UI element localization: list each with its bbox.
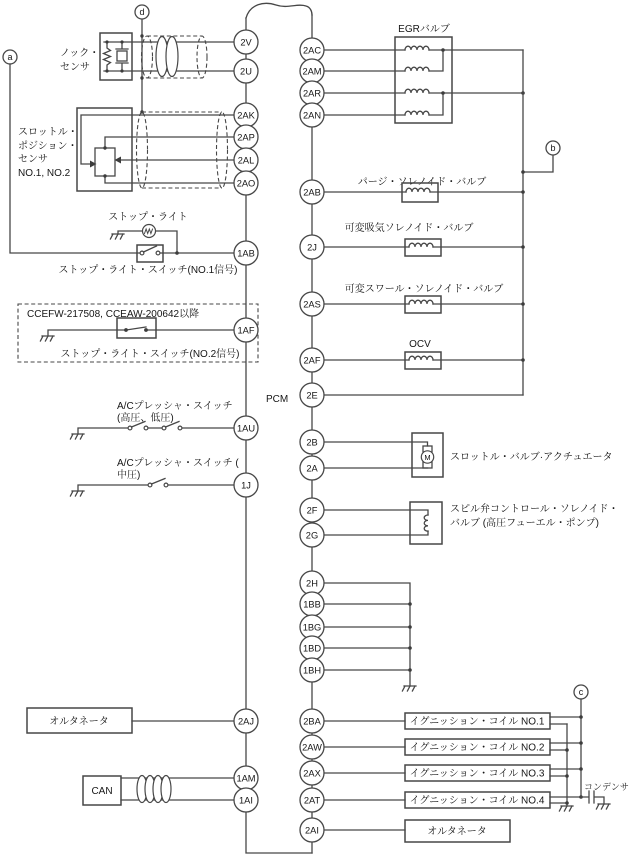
ignition-coil-no4-label: イグニッション・コイル NO.4 (409, 795, 545, 807)
ground-icon (40, 336, 54, 341)
junction-dot (175, 251, 179, 255)
terminal-2ab-label: 2AB (303, 187, 321, 198)
junction-dot (140, 34, 143, 37)
motor-letter: M (424, 452, 431, 462)
terminal-1ai-label: 1AI (239, 795, 253, 806)
switch-contact (178, 426, 182, 430)
shield-outline (142, 112, 222, 188)
junction-dot (140, 76, 143, 79)
terminal-2ak-label: 2AK (237, 110, 255, 121)
terminal-2u-label: 2U (240, 66, 252, 77)
stop-light-label: ストップ・ライト (108, 212, 188, 223)
terminal-2h-label: 2H (306, 578, 318, 589)
knock-sensor (60, 33, 234, 80)
can-label: CAN (91, 786, 113, 797)
junction-dot (565, 748, 569, 752)
wire (78, 428, 234, 434)
ac-pressure-switch-high-low (70, 400, 234, 439)
terminal-1bb-label: 1BB (303, 599, 321, 610)
wire (523, 155, 553, 172)
junction-dot (565, 801, 569, 805)
terminal-1bh-label: 1BH (302, 665, 322, 676)
spill-box (410, 502, 442, 544)
egr-valve (324, 23, 525, 123)
coil-icon (409, 356, 433, 360)
terminal-2ao-label: 2AO (236, 178, 256, 189)
junction-dot (521, 302, 525, 306)
junction-dot (441, 91, 445, 95)
spill-valve-solenoid (324, 502, 619, 544)
stop-light-switch-no1-label: ストップ・ライト・スイッチ(NO.1信号) (58, 265, 238, 276)
coil-icon (409, 243, 433, 247)
coil-icon (406, 188, 430, 192)
junction-dot (521, 245, 525, 249)
ac-hl-label-2: (高圧、低圧) (117, 413, 174, 424)
terminal-2f-label: 2F (306, 505, 318, 516)
stop-light-switch-no2-variant (18, 304, 258, 362)
tps-label-3: センサ (18, 154, 48, 165)
spill-label-1: スピル弁コントロール・ソレノイド・ (450, 504, 619, 515)
condenser-label: コンデンサ (584, 782, 629, 792)
can-module (83, 776, 234, 806)
alternator-right (324, 820, 510, 842)
ground-icon (70, 491, 84, 496)
switch-contact (144, 328, 148, 332)
capacitor-icon (581, 791, 604, 804)
terminal-2af-label: 2AF (303, 355, 321, 366)
terminal-2ac-label: 2AC (302, 45, 322, 56)
switch-contact (144, 426, 148, 430)
ac-pressure-switch-middle (70, 457, 239, 496)
junction-dot (105, 69, 108, 72)
junction-dot (565, 774, 569, 778)
terminal-2e-label: 2E (306, 390, 318, 401)
piezo-element-icon (116, 42, 128, 71)
switch-contact (164, 483, 168, 487)
junction-dot (120, 69, 123, 72)
terminal-2b-label: 2B (306, 437, 318, 448)
terminal-1am-label: 1AM (236, 773, 256, 784)
terminal-2g-label: 2G (305, 530, 319, 541)
ac-hl-label-1: A/Cプレッシャ・スイッチ (117, 401, 233, 412)
ground-icon (596, 804, 610, 809)
ground-icon (402, 686, 416, 691)
terminal-1ab-label: 1AB (237, 248, 255, 259)
terminal-2v-label: 2V (240, 37, 252, 48)
terminal-2ax-label: 2AX (303, 768, 321, 779)
terminal-2at-label: 2AT (303, 795, 321, 806)
ground-icon (70, 434, 84, 439)
stop-light-switch-no2-label: ストップ・ライト・スイッチ(NO.2信号) (60, 349, 240, 360)
wire (48, 330, 234, 336)
potentiometer-icon (95, 148, 115, 176)
junction-dot (579, 741, 583, 745)
knock-sensor-label-1: ノック・ (60, 48, 100, 59)
connector-c-label: c (578, 687, 584, 698)
coil-icon (409, 300, 433, 304)
swirl-label: 可変スワール・ソレノイド・バルブ (344, 284, 504, 295)
ac-m-label-1: A/Cプレッシャ・スイッチ ( (117, 458, 239, 469)
terminal-2al-label: 2AL (237, 155, 255, 166)
tps-label-2: ポジション・ (18, 141, 78, 152)
resistor-icon (104, 42, 111, 71)
tps-label-4: NO.1, NO.2 (18, 168, 71, 179)
alternator-right-label: オルタネータ (427, 826, 487, 838)
coil-icon (405, 111, 429, 115)
coil-icon (424, 515, 428, 531)
ignition-coil-no3-label: イグニッション・コイル NO.3 (409, 768, 545, 780)
purge-solenoid-valve (324, 176, 525, 202)
wire (324, 50, 405, 115)
variable-swirl-solenoid-valve (324, 282, 525, 313)
alternator-left (27, 708, 234, 733)
alternator-left-label: オルタネータ (49, 716, 109, 728)
coil-icon (405, 67, 429, 71)
wire (105, 176, 234, 183)
wire (78, 485, 234, 491)
switch-contact (124, 328, 128, 332)
shield-ellipse (137, 112, 148, 188)
throttle-position-sensor (18, 108, 234, 191)
pcm-break-squiggle (246, 3, 312, 18)
twisted-pair-icon (161, 776, 171, 803)
switch-blade (117, 327, 156, 330)
ground-icon (559, 806, 573, 811)
coil-icon (405, 46, 429, 50)
terminal-2ap-label: 2AP (237, 132, 255, 143)
ignition-coil-group (324, 685, 629, 811)
throttle-valve-actuator (324, 433, 613, 477)
switch-contact (156, 251, 160, 255)
terminal-2ai-label: 2AI (305, 825, 319, 836)
wire (429, 50, 523, 115)
connector-d-label: d (139, 7, 145, 18)
ocv-label: OCV (409, 339, 431, 350)
piezo-crystal (117, 51, 127, 61)
terminal-1bd-label: 1BD (302, 643, 322, 654)
wire (81, 115, 234, 164)
terminal-2aj-label: 2AJ (237, 716, 255, 727)
ignition-coil-no1-label: イグニッション・コイル NO.1 (409, 716, 545, 728)
junction-dot (521, 170, 525, 174)
terminal-2j-label: 2J (307, 242, 317, 253)
terminal-2as-label: 2AS (303, 299, 321, 310)
condenser (581, 782, 629, 809)
junction-dot (408, 668, 412, 672)
terminal-1j-label: 1J (241, 480, 251, 491)
junction-dot (408, 602, 412, 606)
ground-group (324, 583, 416, 691)
terminal-2am-label: 2AM (302, 66, 322, 77)
tps-label-1: スロットル・ (18, 127, 78, 138)
ac-m-label-2: 中圧) (117, 470, 141, 481)
coil-icon (405, 89, 429, 93)
variable-intake-solenoid-valve (324, 221, 525, 256)
pcm-terminals (234, 30, 324, 842)
ignition-coil-no2-label: イグニッション・コイル NO.2 (409, 742, 545, 754)
spill-label-2: バルブ (高圧フューエル・ポンプ) (450, 518, 599, 529)
junction-dot (105, 40, 108, 43)
junction-dot (521, 190, 525, 194)
wire (324, 510, 428, 535)
purge-label: パージ・ソレノイド・バルブ (357, 177, 487, 188)
intake-label: 可変吸気ソレノイド・バルブ (344, 223, 474, 234)
ocv (324, 339, 525, 369)
junction-dot (521, 358, 525, 362)
terminal-2ar-label: 2AR (302, 88, 322, 99)
throttle-actuator-label: スロットル・バルブ·アクチュエータ (450, 452, 613, 463)
terminal-1au-label: 1AU (236, 423, 256, 434)
supply-bus (521, 50, 560, 395)
junction-dot (441, 48, 445, 52)
terminal-2ba-label: 2BA (303, 716, 321, 727)
variant-note: CCEFW-217508, CCEAW-200642以降 (27, 309, 200, 320)
junction-dot (120, 40, 123, 43)
terminal-1bg-label: 1BG (302, 622, 322, 633)
terminal-2aw-label: 2AW (302, 742, 322, 753)
switch-blade (152, 479, 166, 485)
junction-dot (408, 625, 412, 629)
pcm-label: PCM (266, 394, 289, 405)
connector-a-label: a (7, 52, 13, 63)
terminal-2an-label: 2AN (302, 110, 322, 121)
wire (105, 137, 234, 148)
knock-sensor-label-2: センサ (60, 62, 90, 73)
ground-icon (110, 234, 124, 239)
wire (324, 583, 410, 686)
terminal-1af-label: 1AF (237, 325, 255, 336)
junction-dot (103, 146, 106, 149)
shield-ellipse (217, 112, 228, 188)
junction-dot (579, 767, 583, 771)
terminal-2a-label: 2A (306, 463, 318, 474)
junction-dot (103, 174, 106, 177)
junction-dot (408, 646, 412, 650)
twisted-pair-icon (166, 37, 178, 77)
connector-b-label: b (550, 143, 556, 154)
egr-label: EGRバルブ (398, 24, 450, 35)
junction-dot (579, 715, 583, 719)
switch-blade (144, 246, 157, 252)
